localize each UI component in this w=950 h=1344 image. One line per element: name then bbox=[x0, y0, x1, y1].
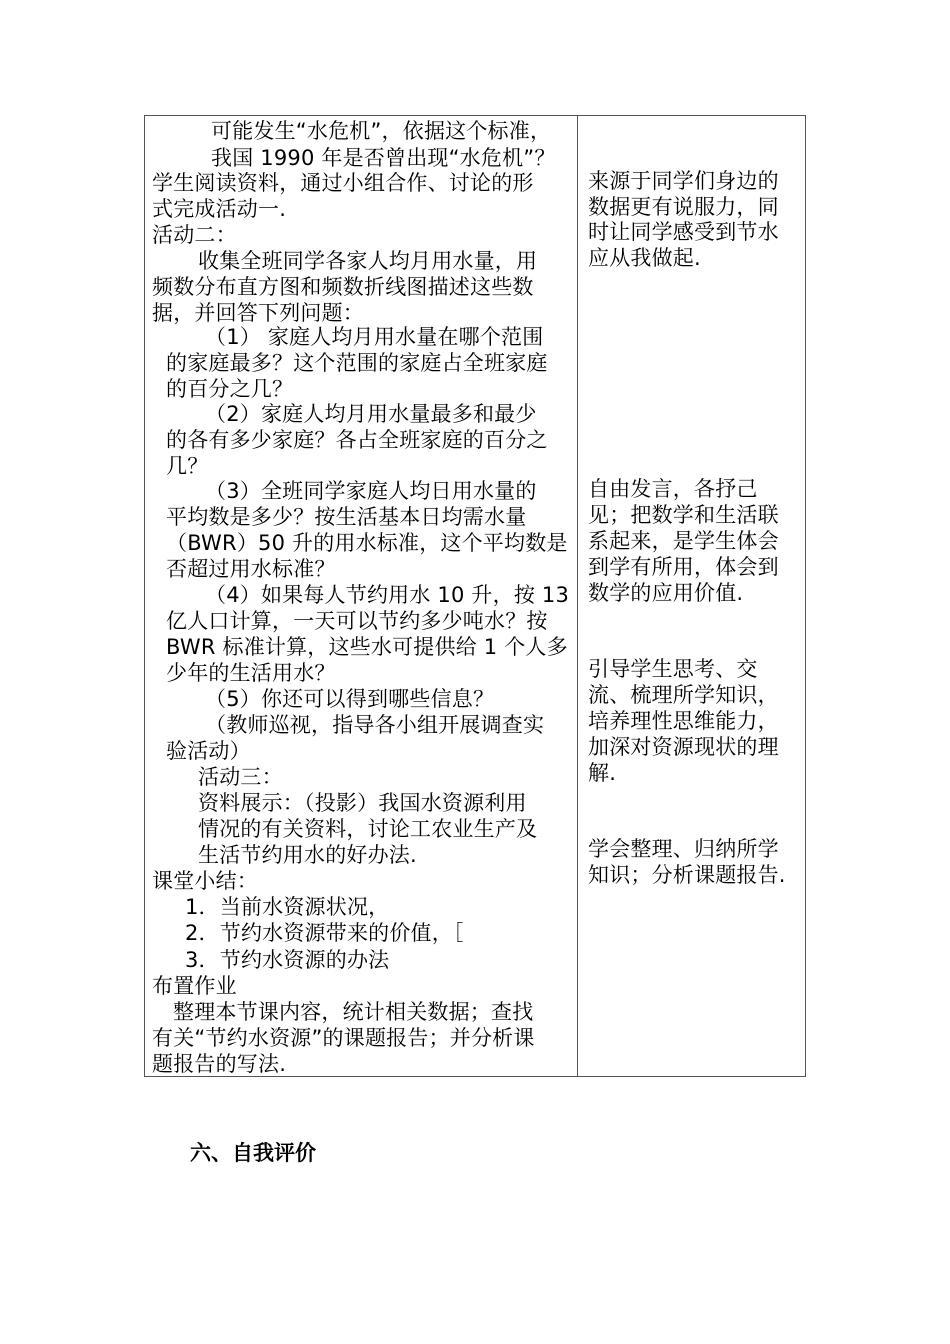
right-line: 数学的应用价值. bbox=[588, 581, 744, 605]
left-line: （BWR）50 升的用水标准，这个平均数是 bbox=[166, 531, 568, 555]
left-line: 活动二： bbox=[152, 223, 237, 247]
left-line: 据，并回答下列问题： bbox=[152, 301, 364, 325]
right-line: 加深对资源现状的理 bbox=[588, 735, 779, 759]
left-line: BWR 标准计算，这些水可提供给 1 个人多 bbox=[166, 635, 568, 659]
left-line: 1．当前水资源状况， bbox=[185, 895, 390, 919]
left-line: （5）你还可以得到哪些信息？ bbox=[205, 687, 495, 711]
left-line: 式完成活动一. bbox=[152, 197, 287, 221]
left-line: 频数分布直方图和频数折线图描述这些数 bbox=[152, 275, 534, 299]
left-line: 少年的生活用水？ bbox=[166, 661, 336, 685]
left-line: （3）全班同学家庭人均日用水量的 bbox=[205, 479, 537, 503]
right-line: 应从我做起. bbox=[588, 246, 701, 270]
right-line: 时让同学感受到节水 bbox=[588, 220, 779, 244]
left-line: （4）如果每人节约用水 10 升，按 13 bbox=[205, 583, 570, 607]
left-line: 我国 1990 年是否曾出现“水危机”？ bbox=[211, 146, 556, 170]
left-line: 的各有多少家庭？各占全班家庭的百分之 bbox=[166, 428, 548, 452]
right-line: 学会整理、归纳所学 bbox=[588, 837, 779, 861]
left-line: 亿人口计算，一天可以节约多少吨水？按 bbox=[166, 609, 548, 633]
left-line: 否超过用水标准？ bbox=[166, 557, 336, 581]
left-line: 整理本节课内容，统计相关数据；查找 bbox=[173, 1000, 534, 1024]
left-line: 3．节约水资源的办法 bbox=[185, 948, 390, 972]
left-line: 题报告的写法. bbox=[152, 1052, 287, 1076]
left-line: 验活动） bbox=[166, 739, 251, 763]
right-line: 数据更有说服力，同 bbox=[588, 195, 779, 219]
right-line: 解. bbox=[588, 761, 617, 785]
left-line: 的家庭最多？这个范围的家庭占全班家庭 bbox=[166, 351, 548, 375]
right-line: 流、梳理所学知识， bbox=[588, 683, 779, 707]
left-line: （1） 家庭人均月用水量在哪个范围 bbox=[205, 325, 544, 349]
left-line: 课堂小结： bbox=[152, 869, 258, 893]
left-line: 学生阅读资料，通过小组合作、讨论的形 bbox=[152, 171, 534, 195]
section-heading: 六、自我评价 bbox=[190, 1141, 316, 1165]
right-line: 知识；分析课题报告. bbox=[588, 863, 786, 887]
left-line: 资料展示：（投影）我国水资源利用 bbox=[198, 791, 527, 815]
left-line: 平均数是多少？按生活基本日均需水量 bbox=[166, 505, 527, 529]
left-line: 有关“节约水资源”的课题报告；并分析课 bbox=[152, 1026, 535, 1050]
left-line: 几？ bbox=[166, 454, 209, 478]
left-line: 生活节约用水的好办法. bbox=[198, 843, 417, 867]
left-line: 布置作业 bbox=[152, 974, 237, 998]
right-line: 系起来，是学生体会 bbox=[588, 529, 779, 553]
right-line: 见；把数学和生活联 bbox=[588, 503, 779, 527]
column-divider bbox=[577, 115, 578, 1077]
left-line: 收集全班同学各家人均月用水量，用 bbox=[198, 249, 538, 273]
right-line: 来源于同学们身边的 bbox=[588, 169, 779, 193]
right-line: 培养理性思维能力， bbox=[588, 709, 779, 733]
right-line: 自由发言，各抒己 bbox=[588, 477, 758, 501]
left-line: 的百分之几？ bbox=[166, 377, 294, 401]
left-line: 情况的有关资料，讨论工农业生产及 bbox=[198, 817, 538, 841]
left-line: 活动三： bbox=[198, 765, 283, 789]
left-line: 可能发生“水危机”，依据这个标准， bbox=[211, 119, 552, 143]
left-line: （教师巡视，指导各小组开展调查实 bbox=[205, 713, 545, 737]
left-line: 2．节约水资源带来的价值，［ bbox=[185, 921, 464, 945]
left-line: （2）家庭人均月用水量最多和最少 bbox=[205, 402, 537, 426]
right-line: 到学有所用，体会到 bbox=[588, 555, 779, 579]
right-line: 引导学生思考、交 bbox=[588, 657, 758, 681]
